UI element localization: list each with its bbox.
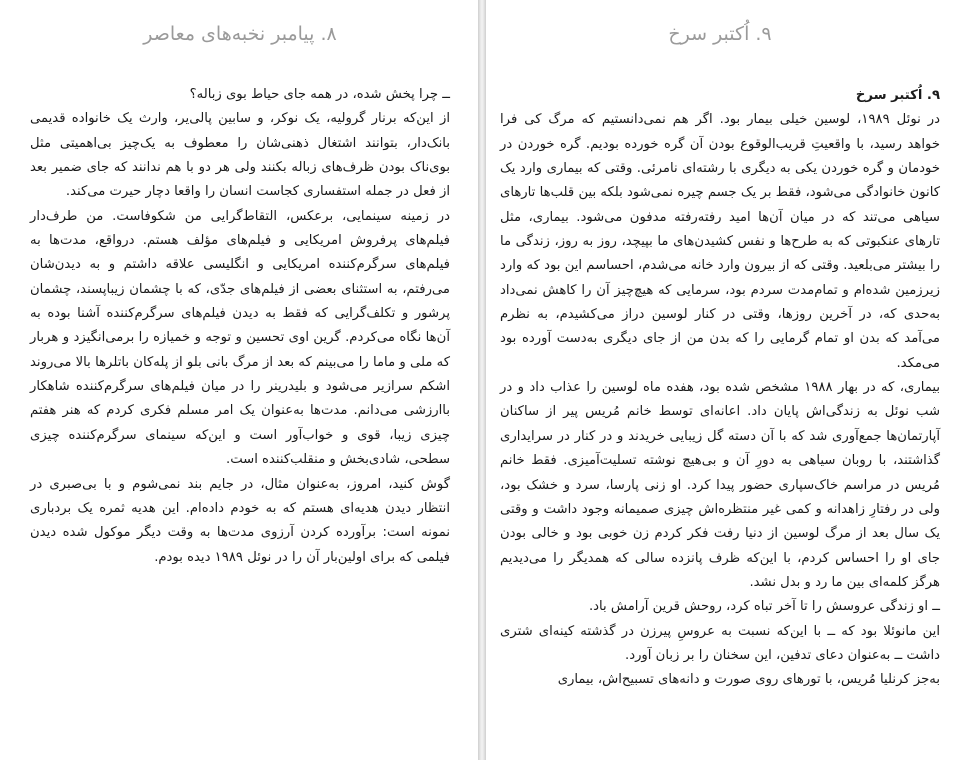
paragraph: این مانوئلا بود که ــ با این‌که نسبت به عروسِ پیرزن در گذشته کینه‌ای شتری داشت ــ به‌عنوان دعای تدفین، این سخنان را بر زبان آورد. <box>500 623 940 663</box>
paragraph: از این‌که برنار گرولیه، یک نوکر، و سابین پالی‌یر، وارث یک خانواده قدیمی بانک‌دار، بتوانند اشتغال ذهنی‌شان را معطوف به یک‌چیز بی‌اهمیتی مثل بوی‌ناک بودن ظرف‌های زباله بکنند ولی هر دو با هم ندانند که جای ضمیر بعد از فعل در جمله استفساری کجاست انسان را واقعا دچار حیرت می‌کند. <box>30 111 450 200</box>
right-running-head: ۹. اُکتبر سرخ <box>668 23 772 45</box>
chapter-heading: ۹. اُکتبر سرخ <box>855 88 940 103</box>
left-page-body <box>30 83 450 570</box>
paragraph: ــ چرا پخش شده، در همه جای حیاط بوی زباله؟ <box>189 87 450 102</box>
paragraph: گوش کنید، امروز، به‌عنوان مثال، در جایم بند نمی‌شوم و با بی‌صبری در انتظار دیدن هدیه‌ای هستم که به خودم داده‌ام. این هدیه ثمره یک بردباری نمونه است: برآورده کردن آرزوی مدت‌ها به وقت دیگر موکول شده دیدن فیلمی که برای اولین‌بار آن را در نوئل ۱۹۸۹ دیده بودم. <box>30 476 450 565</box>
left-running-head: ۸. پیامبر نخبه‌های معاصر <box>143 23 337 45</box>
paragraph: بیماری، که در بهار ۱۹۸۸ مشخص شده بود، هفده ماه لوسین را عذاب داد و در شب نوئل به زندگی‌اش پایان داد. اعانه‌ای توسط خانم مُریس پیر از ساکنان آپارتمان‌ها جمع‌آوری شد که با آن دسته گل زیبایی خریدند و در کنار در سرایداری گذاشتند، با روبان سیاهی به دورِ آن و بی‌هیچ نوشته تسلیت‌آمیزی. فقط خانم مُریس در مراسم خاک‌سپاری حضور پیدا کرد. او زنی پارسا، سرد و خشک بود، ولی در رفتارِ زاهدانه و کمی غیر منتظره‌اش چیزی صمیمانه وجود داشت و وقتی یک سال بعد از مرگ لوسین از دنیا رفت فکر کردم زن خوبی بود و خالی بودن جای او را احساس کردم، با این‌که ظرف پانزده سالی که همدیگر را می‌دیدیم هرگز کلمه‌ای بین ما رد و بدل نشد. <box>500 380 941 590</box>
paragraph: در نوئل ۱۹۸۹، لوسین خیلی بیمار بود. اگر هم نمی‌دانستیم که مرگ کی فرا خواهد رسید، با واقعیتِ قریب‌الوقوع بودن آن گره خورده بودیم. گره خوردن در خودمان و گره خوردن یکی به دیگری با رشته‌ای نامرئی. وقتی که بیماری وارد یک کانون خانوادگی می‌شود، فقط بر یک جسم چیره نمی‌شود بلکه بین قلب‌ها تارهای سیاهی می‌تند که در میان آن‌ها امید رفته‌رفته مدفون می‌شود. بیماری، مثل تارهای عنکبوتی که به طرح‌ها و نفس کشیدن‌های ما بپیچد، روز به روز، زندگی ما را بیشتر می‌بلعید. وقتی که از بیرون وارد خانه می‌شدم، احساسم این بود که وارد زیرزمین شده‌ام و تمام‌مدت سردم بود، سرمایی که هیچ‌چیز آن را کاهش نمی‌داد به‌حدی که، در آخرین روزها، وقتی در کنار لوسین دراز می‌کشیدم، به نظرم می‌آمد که بدن او تمام گرمایی را که بدن من از جای دیگری به‌دست آورده بود می‌مکد. <box>500 112 941 371</box>
right-page-body <box>500 84 940 693</box>
paragraph: به‌جز کرنلیا مُریس، با تورهای روی صورت و دانه‌های تسبیح‌اش، بیماری <box>557 672 940 688</box>
right-page <box>486 0 960 760</box>
left-page <box>0 0 478 760</box>
paragraph: ــ او زندگی عروسش را تا آخر تباه کرد، روحش قرین آرامش باد. <box>588 599 940 615</box>
book-gutter <box>478 0 486 760</box>
paragraph: در زمینه سینمایی، برعکس، التقاط‌گرایی من شکوفاست. من طرف‌دار فیلم‌های پرفروش امریکایی و فیلم‌های مؤلف هستم. درواقع، مدت‌ها به فیلم‌های سرگرم‌کننده امریکایی و انگلیسی علاقه داشتم و به دیدن‌شان می‌رفتم، به استثنای بعضی از فیلم‌های جدّی، که با چشمان زیباپسند، چشمان پرشور و تکلف‌گرایی که فقط به دیدن فیلم‌های سرگرم‌کننده آشنا بوده به آن‌ها نگاه می‌کردم. گرین اوی تحسین و توجه و خمیازه را برمی‌انگیزد و هربار که ملی و ماما را می‌بینم که بعد از مرگ بانی بلو از پله‌کان باتلرها بالا می‌روند اشکم سرازیر می‌شود و بلیدرینر را در میان فیلم‌های سرگرم‌کننده شاهکار باارزشی می‌دانم. مدت‌ها به‌عنوان یک امر مسلم فکری کردم که هنر هفتم چیزی زیبا، قوی و خواب‌آور است و این‌که سینمای سرگرم‌کننده چیزی سطحی، شادی‌بخش و منقلب‌کننده است. <box>30 208 450 468</box>
